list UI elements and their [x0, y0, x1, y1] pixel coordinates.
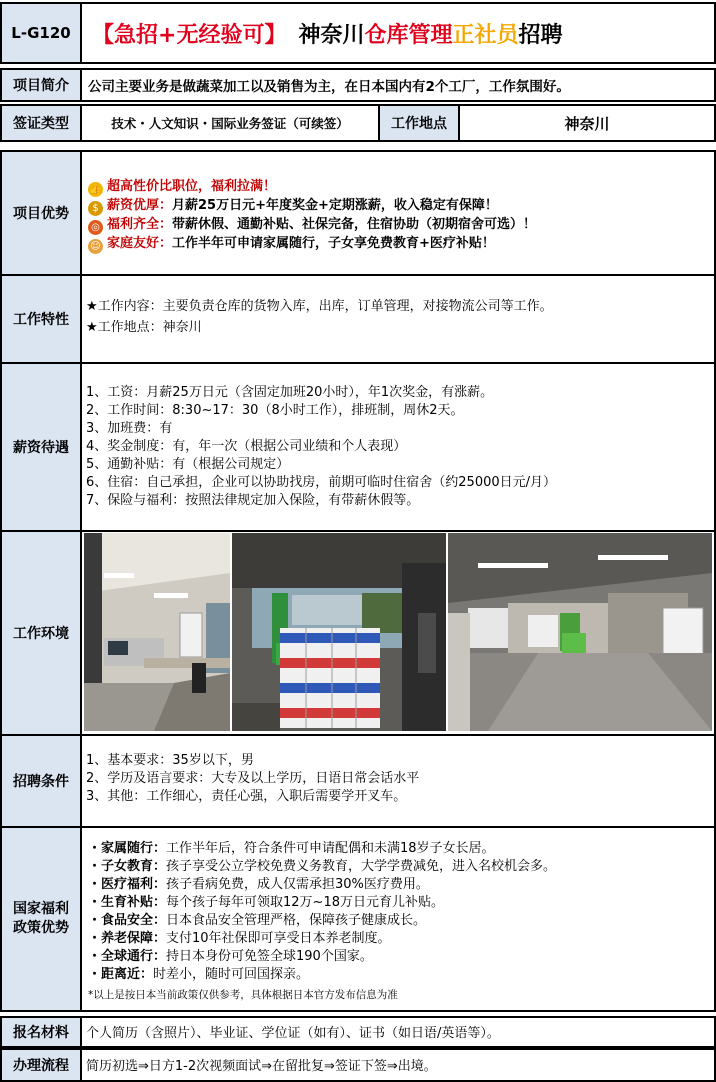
- title-urgent: 急招+无经验可: [114, 22, 265, 48]
- welfare-note: *以上是按日本当前政策仅供参考，具体根据日本官方发布信息为准: [88, 989, 398, 1001]
- visa-value: 技术・人文知识・国际业务签证（可续签）: [80, 104, 380, 142]
- welfare-item: ・养老保障：支付10年社保即可享受日本养老制度。: [88, 931, 391, 946]
- salary-box: [80, 362, 716, 532]
- advantage-item: 👍 超高性价比职位，福利拉满！: [89, 179, 277, 195]
- warehouse-interior-photo: [448, 533, 712, 731]
- title-job: 仓库管理: [364, 22, 453, 48]
- welfare-label: 国家福利 政策优势: [0, 826, 82, 1012]
- title-recruit: 招聘: [518, 22, 563, 48]
- page-title: [80, 2, 716, 64]
- materials-text: 个人简历（含照片）、毕业证、学位证（如有）、证书（如日语/英语等）。: [80, 1016, 716, 1048]
- advantages-box: [80, 150, 716, 276]
- location-value: 神奈川: [458, 104, 716, 142]
- welfare-item: ・距离近：时差小，随时可回国探亲。: [88, 967, 310, 982]
- salary-line: 1、工资：月薪25万日元（含固定加班20小时），年1次奖金，有涨薪。: [86, 385, 494, 400]
- title-bracket-close: 】: [264, 22, 287, 48]
- advantage-item: ◎ 福利齐全：带薪休假、通勤补贴、社保完备，住宿协助（初期宿舍可选）！: [88, 216, 714, 235]
- environment-label: 工作环境: [0, 530, 82, 736]
- salary-line: 2、工作时间：8:30~17：30（8小时工作），排班制，周休2天。: [86, 403, 464, 418]
- family-icon: ☺: [88, 239, 103, 254]
- conditions-label: 招聘条件: [0, 734, 82, 828]
- location-label: 工作地点: [378, 104, 460, 142]
- welfare-item: ・食品安全：日本食品安全管理严格，保障孩子健康成长。: [88, 913, 427, 928]
- summary-text: 公司主要业务是做蔬菜加工以及销售为主，在日本国内有2个工厂，工作氛围好。: [80, 68, 716, 102]
- process-text: 简历初选⇒日方1-2次视频面试⇒在留批复⇒签证下签⇒出境。: [80, 1048, 716, 1082]
- job-code: L-G120: [0, 2, 82, 64]
- features-box: [80, 274, 716, 364]
- salary-line: 6、住宿：自己承担，企业可以协助找房，前期可临时住宿舍（约25000日元/月）: [86, 475, 557, 490]
- salary-line: 7、保险与福利：按照法律规定加入保险，有带薪休假等。: [86, 493, 420, 508]
- advantage-item: ☺ 家庭友好：工作半年可申请家属随行，子女享免费教育+医疗补贴！: [88, 235, 714, 254]
- title-seisha: 正社员: [452, 22, 519, 48]
- target-icon: ◎: [88, 220, 103, 235]
- features-label: 工作特性: [0, 274, 82, 364]
- feature-line: ★工作内容：主要负责仓库的货物入库，出库，订单管理，对接物流公司等工作。: [86, 299, 553, 314]
- visa-label: 签证类型: [0, 104, 82, 142]
- summary-label: 项目简介: [0, 68, 82, 102]
- process-label: 办理流程: [0, 1048, 82, 1082]
- salary-line: 3、加班费：有: [86, 421, 173, 436]
- welfare-item: ・医疗福利：孩子看病免费，成人仅需承担30%医疗费用。: [88, 877, 429, 892]
- warehouse-pallet-photo: [232, 533, 446, 731]
- title-region: 神奈川: [298, 22, 365, 48]
- thumbs-up-icon: 👍: [89, 184, 102, 195]
- condition-line: 1、基本要求：35岁以下，男: [86, 753, 254, 768]
- advantages-label: 项目优势: [0, 150, 82, 276]
- welfare-item: ・子女教育：孩子享受公立学校免费义务教育，大学学费减免，进入名校机会多。: [88, 859, 557, 874]
- office-photo: [84, 533, 230, 731]
- welfare-item: ・生育补贴：每个孩子每年可领取12万~18万日元育儿补贴。: [88, 895, 444, 910]
- conditions-box: [80, 734, 716, 828]
- condition-line: 3、其他：工作细心，责任心强，入职后需要学开叉车。: [86, 789, 407, 804]
- title-bracket-open: 【: [92, 22, 115, 48]
- feature-line: ★工作地点：神奈川: [86, 320, 202, 335]
- salary-label: 薪资待遇: [0, 362, 82, 532]
- salary-line: 4、奖金制度：有，年一次（根据公司业绩和个人表现）: [86, 439, 407, 454]
- salary-line: 5、通勤补贴：有（根据公司规定）: [86, 457, 290, 472]
- welfare-item: ・全球通行：持日本身份可免签全球190个国家。: [88, 949, 373, 964]
- money-bag-icon: $: [88, 201, 103, 216]
- welfare-box: [80, 826, 716, 1012]
- condition-line: 2、学历及语言要求：大专及以上学历，日语日常会话水平: [86, 771, 420, 786]
- materials-label: 报名材料: [0, 1016, 82, 1048]
- welfare-item: ・家属随行：工作半年后，符合条件可申请配偶和未满18岁子女长居。: [88, 841, 495, 856]
- advantage-item: $ 薪资优厚：月薪25万日元+年度奖金+定期涨薪，收入稳定有保障！: [88, 197, 714, 216]
